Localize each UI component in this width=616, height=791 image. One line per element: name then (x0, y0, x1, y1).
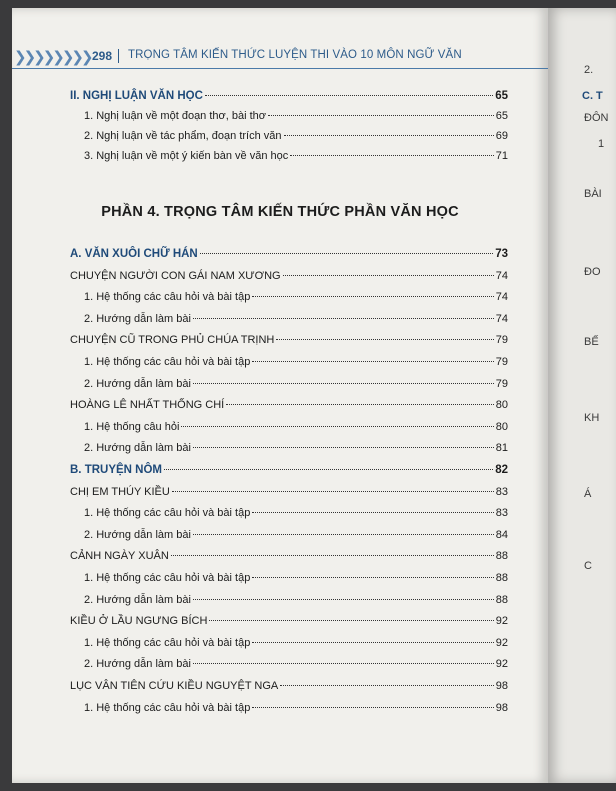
toc-entry-page: 74 (495, 269, 508, 282)
toc-entry-label: KIỀU Ở LẦU NGƯNG BÍCH (70, 615, 208, 628)
toc-entry (84, 291, 508, 307)
toc-entry (84, 637, 508, 653)
toc-entry-page: 73 (495, 248, 508, 260)
dot-leader (164, 469, 493, 470)
toc-entry-label: B. TRUYỆN NÔM (70, 464, 162, 476)
header-title: TRỌNG TÂM KIẾN THỨC LUYỆN THI VÀO 10 MÔN NGỮ VĂN (128, 49, 462, 61)
toc-entry-page: 81 (495, 442, 508, 455)
adjacent-page-fragment: BẾ (584, 336, 599, 348)
toc-entry-label: 1. Hệ thống các câu hỏi và bài tập (84, 636, 251, 649)
toc-entry-label: HOÀNG LÊ NHẤT THỐNG CHÍ (70, 399, 225, 412)
toc-entry-page: 79 (495, 334, 508, 347)
dot-leader (268, 115, 494, 116)
toc-entry-page: 88 (495, 550, 508, 563)
toc-entry-page: 88 (495, 572, 508, 584)
toc-entry-page: 83 (495, 507, 508, 520)
dot-leader (252, 577, 493, 578)
toc-entry (84, 378, 508, 394)
dot-leader (283, 275, 494, 276)
part-title: PHẦN 4. TRỌNG TÂM KIẾN THỨC PHẦN VĂN HỌC (101, 204, 459, 220)
toc-entry-label: A. VĂN XUÔI CHỮ HÁN (70, 248, 198, 260)
running-header (12, 46, 548, 69)
toc-entry (84, 110, 508, 126)
toc-entry (84, 356, 508, 372)
toc-entry-page: 98 (495, 701, 508, 714)
toc-entry (84, 150, 508, 166)
toc-entry-page: 98 (495, 680, 508, 692)
toc-entry-page: 69 (495, 130, 508, 142)
toc-entry (84, 421, 508, 437)
adjacent-page-fragment: C (584, 560, 592, 572)
dot-leader (181, 426, 493, 427)
dot-leader (193, 447, 494, 448)
toc-entry-label: II. NGHỊ LUẬN VĂN HỌC (70, 90, 203, 102)
toc-entry (70, 615, 508, 631)
toc-entry-page: 79 (495, 356, 508, 368)
dot-leader (252, 642, 493, 643)
chevron-decoration-icon: ❯❯❯❯❯❯❯❯ (14, 48, 91, 66)
dot-leader (252, 296, 493, 297)
toc-entry-label: 1. Hệ thống các câu hỏi và bài tập (84, 507, 251, 520)
toc-entry (84, 572, 508, 588)
toc-entry (70, 399, 508, 415)
toc-entry-page: 92 (495, 615, 508, 628)
toc-entry (70, 270, 508, 286)
toc-entry (70, 248, 508, 264)
toc-entry-label: 2. Hướng dẫn làm bài (84, 377, 191, 390)
toc-entry-label: CHỊ EM THÚY KIỀU (70, 485, 170, 498)
adjacent-page-fragment: ĐÔN (584, 112, 609, 124)
dot-leader (200, 253, 493, 254)
adjacent-page-fragment: Á (584, 488, 592, 500)
toc-entry (84, 594, 508, 610)
toc-entry-page: 79 (495, 377, 508, 390)
toc-entry-label: CHUYỆN CŨ TRONG PHỦ CHÚA TRỊNH (70, 334, 275, 347)
toc-entry-label: 2. Nghị luận về tác phẩm, đoạn trích văn (84, 130, 282, 142)
dot-leader (280, 685, 494, 686)
toc-entry (70, 486, 508, 502)
dot-leader (193, 599, 494, 600)
dot-leader (193, 383, 494, 384)
toc-entry-page: 92 (495, 636, 508, 649)
adjacent-page-fragment: ĐO (584, 266, 601, 278)
toc-entry-label: 1. Hệ thống các câu hỏi và bài tập (84, 356, 251, 368)
toc-entry (70, 680, 508, 696)
dot-leader (205, 95, 493, 96)
toc-entry (84, 658, 508, 674)
dot-leader (209, 620, 493, 621)
toc-entry-label: 1. Nghị luận về một đoạn thơ, bài thơ (84, 110, 266, 122)
dot-leader (290, 155, 494, 156)
adjacent-page-fragment: KH (584, 412, 600, 424)
toc-entry (70, 550, 508, 566)
toc-entry (84, 313, 508, 329)
toc-entry-page: 80 (495, 399, 508, 412)
toc-entry-label: 3. Nghị luận về một ý kiến bàn về văn học (84, 150, 289, 162)
dot-leader (276, 339, 493, 340)
toc-entry (84, 442, 508, 458)
dot-leader (252, 707, 493, 708)
toc-entry (70, 90, 508, 106)
adjacent-page-fragment: C. T (582, 90, 603, 102)
toc-entry-page: 65 (495, 110, 508, 122)
toc-entry-page: 83 (495, 485, 508, 498)
toc-entry (70, 334, 508, 350)
toc-entry-label: 1. Hệ thống các câu hỏi và bài tập (84, 701, 251, 714)
toc-entry-page: 74 (495, 312, 508, 325)
toc-entry-page: 74 (495, 291, 508, 304)
dot-leader (193, 318, 494, 319)
dot-leader (284, 135, 494, 136)
toc-entry-label: 1. Hệ thống các câu hỏi và bài tập (84, 291, 251, 304)
adjacent-page-fragment: 1 (598, 138, 605, 150)
toc-entry-label: 2. Hướng dẫn làm bài (84, 442, 191, 455)
dot-leader (252, 361, 493, 362)
dot-leader (252, 512, 493, 513)
book-page (12, 8, 548, 783)
toc-entry-label: LỤC VÂN TIÊN CỨU KIỀU NGUYỆT NGA (70, 680, 279, 692)
toc-entry-label: 1. Hệ thống các câu hỏi và bài tập (84, 572, 251, 584)
dot-leader (193, 534, 494, 535)
toc-entry (84, 130, 508, 146)
dot-leader (226, 404, 494, 405)
toc-entry-label: 2. Hướng dẫn làm bài (84, 593, 191, 606)
toc-entry-label: 2. Hướng dẫn làm bài (84, 312, 191, 325)
toc-entry-page: 84 (495, 528, 508, 541)
adjacent-page-fragment: 2. (584, 64, 594, 76)
toc-entry-page: 82 (495, 464, 508, 476)
toc-entry (84, 507, 508, 523)
toc-entry-page: 71 (495, 150, 508, 162)
page-number: 298 (92, 49, 113, 63)
toc-entry (70, 464, 508, 480)
toc-entry-page: 65 (495, 90, 508, 102)
adjacent-page-fragment: BÀI (584, 188, 602, 200)
toc-entry-label: 2. Hướng dẫn làm bài (84, 658, 191, 671)
header-divider (118, 49, 119, 63)
toc-entry-label: CHUYỆN NGƯỜI CON GÁI NAM XƯƠNG (70, 269, 281, 282)
dot-leader (193, 663, 494, 664)
dot-leader (172, 491, 494, 492)
toc-entry-page: 80 (495, 420, 508, 433)
toc-entry (84, 529, 508, 545)
toc-entry-label: CẢNH NGÀY XUÂN (70, 550, 169, 563)
toc-entry-label: 2. Hướng dẫn làm bài (84, 528, 191, 541)
toc-entry-page: 88 (495, 593, 508, 606)
toc-entry-label: 1. Hệ thống câu hỏi (84, 420, 180, 433)
adjacent-page (548, 8, 616, 783)
toc-entry-page: 92 (495, 658, 508, 671)
toc-entry (84, 702, 508, 718)
dot-leader (171, 555, 494, 556)
